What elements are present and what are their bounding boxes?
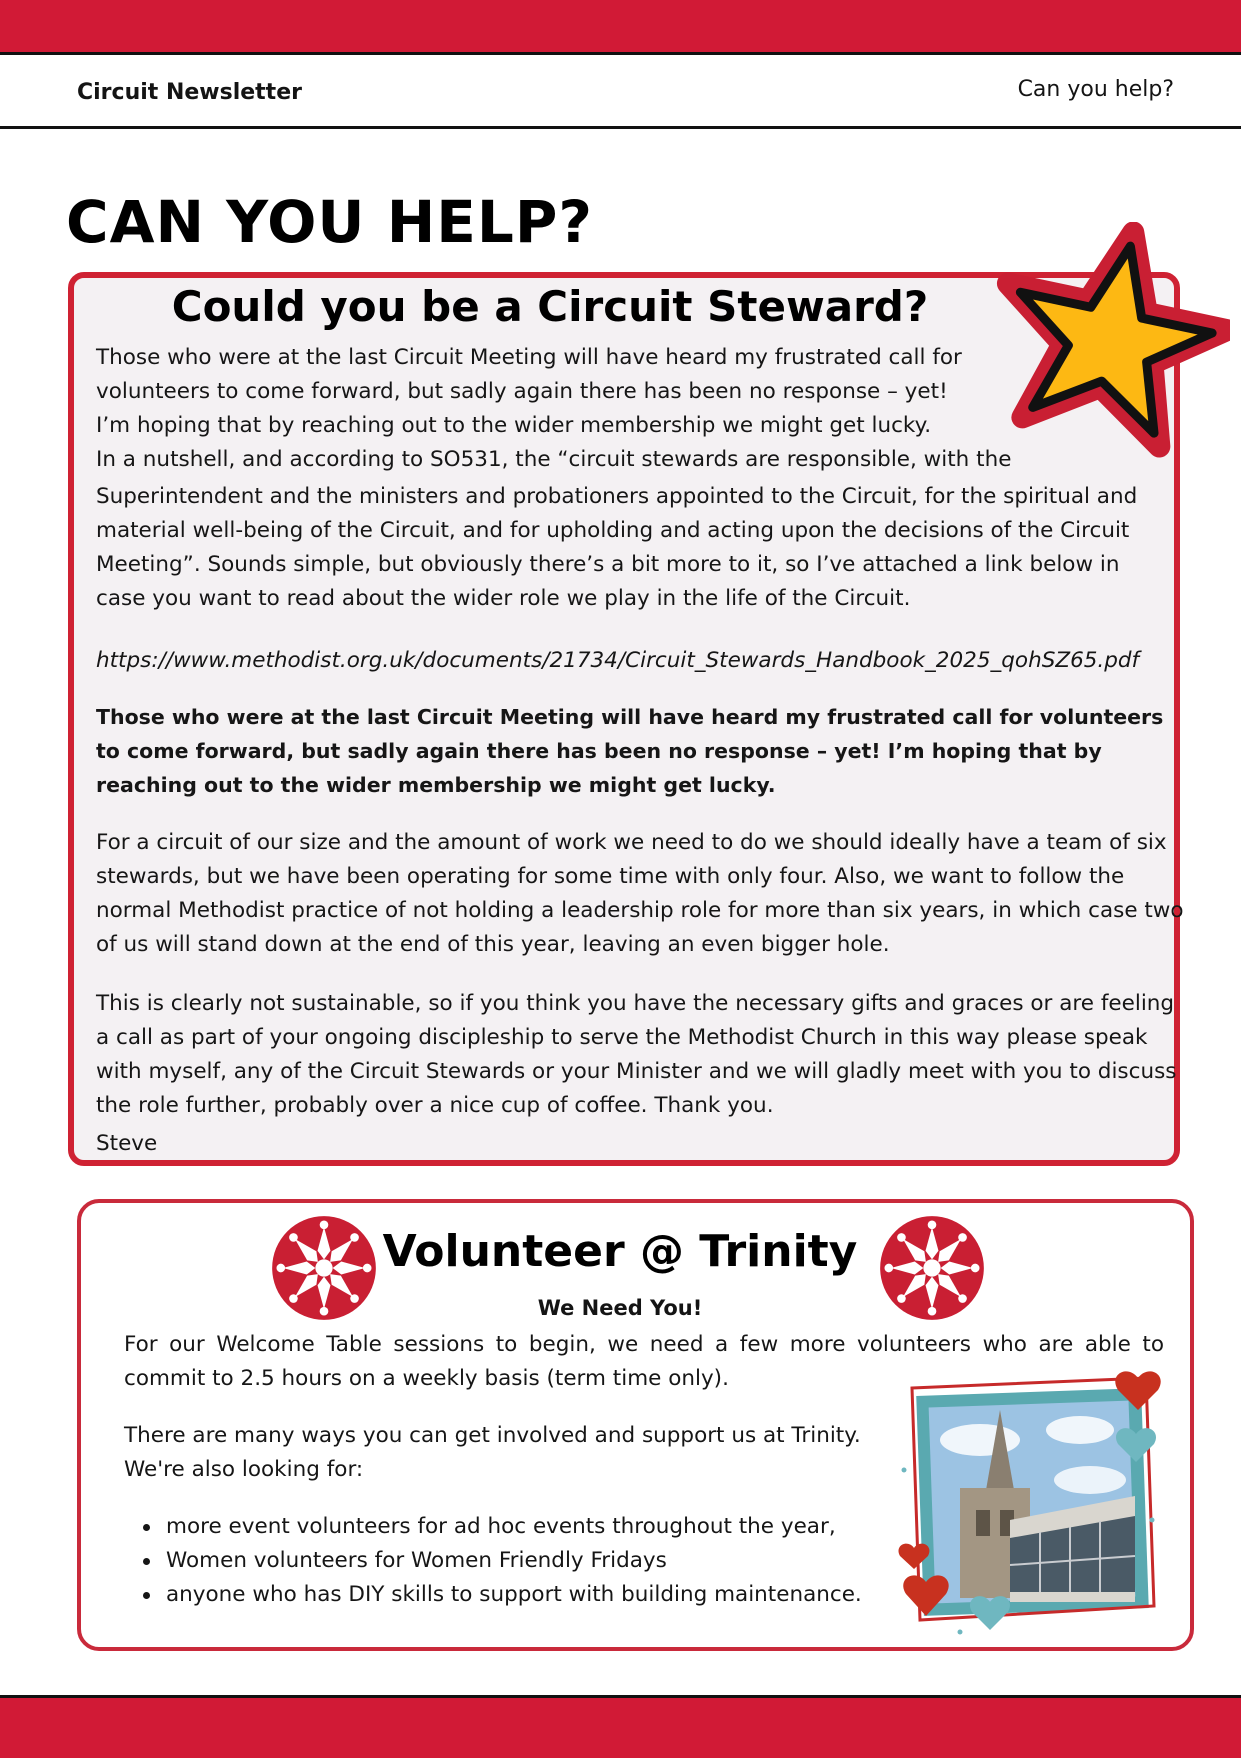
volunteer-subheading: We Need You! [537, 1296, 703, 1320]
list-item: anyone who has DIY skills to support with building maintenance. [124, 1578, 884, 1612]
steward-paragraph-team: For a circuit of our size and the amount of work we need to do we should ideally have a team of six stewards, but we have been operating for some time with only four. Also, we want to follow the normal Methodist practice of not holding a leadership role for more than six years, in which case two of us will stand down at the end of this year, leaving an even bigger hole. [96, 830, 1184, 957]
signature: Steve [96, 1131, 158, 1156]
star-icon [990, 222, 1230, 462]
bottom-red-band [0, 1695, 1241, 1758]
header-divider [0, 126, 1241, 129]
top-red-band [0, 0, 1241, 55]
steward-paragraph-appeal: This is clearly not sustainable, so if you think you have the necessary gifts and graces or are feeling a call as part of your ongoing discipleship to serve the Methodist Church in this way please speak with myself, any of the Circuit Stewards or your Minister and we will gladly meet with you to discuss the role further, probably over a nice cup of coffee. Thank you. [96, 991, 1177, 1118]
page-title: CAN YOU HELP? [66, 188, 593, 256]
volunteer-needs-list [124, 1510, 884, 1612]
looking-for-line: We're also looking for: [124, 1457, 364, 1482]
rosette-icon [878, 1214, 986, 1322]
steward-nutshell-rest: Superintendent and the ministers and probationers appointed to the Circuit, for the spiritual and material well-being of the Circuit, and for upholding and acting upon the decisions of the Circuit Meeting”. Sounds simple, but obviously there’s a bit more to it, so I’ve attached a link below in case you want to read about the wider role we play in the life of the Circuit. [96, 484, 1138, 611]
church-photo [890, 1370, 1170, 1640]
get-involved-paragraph [124, 1419, 884, 1487]
rosette-icon [270, 1214, 378, 1322]
get-involved-line: There are many ways you can get involved and support us at Trinity. [124, 1423, 861, 1448]
steward-intro: Those who were at the last Circuit Meeting will have heard my frustrated call for volunteers to come forward, but sadly again there has been no response – yet! I’m hoping that by reaching out to the wider membership we might get lucky. [96, 345, 962, 438]
welcome-table-paragraph: For our Welcome Table sessions to begin, we need a few more volunteers who are able to commit to 2.5 hours on a weekly basis (term time only). [124, 1332, 1164, 1391]
list-item: Women volunteers for Women Friendly Fridays [124, 1544, 884, 1578]
handbook-link[interactable]: https://www.methodist.org.uk/documents/21734/Circuit_Stewards_Handbook_2025_qohSZ65.pdf [96, 648, 1140, 673]
list-item: more event volunteers for ad hoc events throughout the year, [124, 1510, 884, 1544]
newsletter-name: Circuit Newsletter [77, 80, 302, 105]
volunteer-heading: Volunteer @ Trinity [382, 1226, 858, 1277]
steward-bold-paragraph: Those who were at the last Circuit Meeting will have heard my frustrated call for volunteers to come forward, but sadly again there has been no response – yet! I’m hoping that by reaching out to the wider membership we might get lucky. [96, 705, 1164, 797]
steward-nutshell-line: In a nutshell, and according to SO531, the “circuit stewards are responsible, with the [96, 447, 1012, 472]
steward-heading: Could you be a Circuit Steward? [171, 282, 929, 331]
section-header: Can you help? [1017, 77, 1174, 102]
